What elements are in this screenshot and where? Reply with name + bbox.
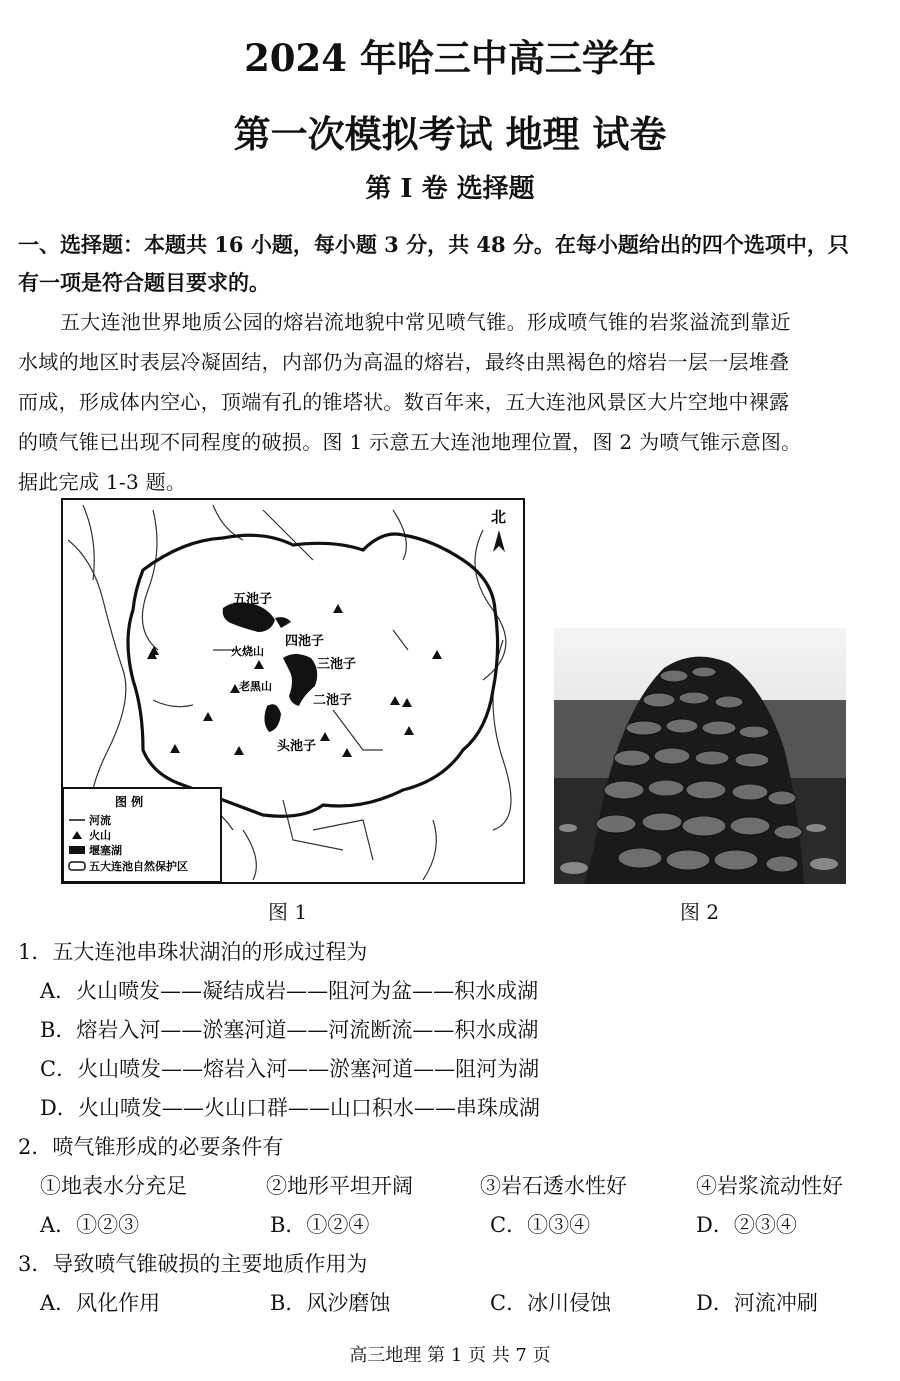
label-lake3: 三池子 [317, 657, 357, 672]
q1-option-d[interactable]: D．火山喷发——火山口群——山口积水——串珠成湖 [40, 1096, 540, 1120]
exam-subtitle: 第一次模拟考试 地理 试卷 [233, 112, 667, 156]
q1-option-c[interactable]: C．火山喷发——熔岩入河——淤塞河道——阻河为湖 [40, 1057, 540, 1081]
q2-condition-2: ②地形平坦开阔 [266, 1174, 413, 1198]
label-mount2: 老黑山 [239, 680, 272, 693]
legend-reserve: 五大连池自然保护区 [89, 860, 188, 873]
cone-photo-svg [554, 628, 846, 884]
q2-option-a[interactable]: A．①②③ [40, 1213, 140, 1237]
question-2-stem: 2．喷气锥形成的必要条件有 [18, 1135, 284, 1159]
map-svg [63, 500, 523, 882]
q2-option-d[interactable]: D．②③④ [696, 1213, 797, 1237]
question-1-stem: 1．五大连池串珠状湖泊的形成过程为 [18, 940, 368, 964]
section-title: 第 I 卷 选择题 [365, 174, 535, 204]
label-lake5: 五池子 [233, 592, 273, 607]
q2-condition-4: ④岩浆流动性好 [696, 1174, 843, 1198]
q2-condition-3: ③岩石透水性好 [480, 1174, 627, 1198]
q3-option-b[interactable]: B．风沙磨蚀 [270, 1291, 391, 1315]
passage: 五大连池世界地质公园的熔岩流地貌中常见喷气锥。形成喷气锥的岩浆溢流到靠近 水域的地区时表层冷凝固结，内部仍为高温的熔岩，最终由黑褐色的熔岩一层一层堆叠 而成，形成体内空心，顶端有孔的锥塔状。数百年来，五大连池风景区大片空地中裸露 的喷气锥已出现不同程度的破损。图 1 示意五大连池地理位置，图 2 为喷气锥示意图。 据此完成 1-3 题。 [18, 310, 802, 494]
exam-title: 2024 年哈三中高三学年 [244, 36, 656, 80]
legend-lake: 堰塞湖 [89, 844, 122, 857]
q3-option-a[interactable]: A．风化作用 [40, 1291, 161, 1315]
label-mount1: 火烧山 [231, 645, 264, 658]
label-lake1: 头池子 [277, 739, 317, 754]
north-arrow-icon [493, 530, 505, 552]
label-lake2: 二池子 [313, 693, 353, 708]
page-footer: 高三地理 第 1 页 共 7 页 [349, 1345, 551, 1366]
map-figure [61, 498, 525, 884]
north-label: 北 [491, 508, 507, 526]
q3-option-c[interactable]: C．冰川侵蚀 [490, 1291, 612, 1315]
q2-condition-1: ①地表水分充足 [40, 1174, 187, 1198]
figure1-caption: 图 1 [268, 900, 308, 924]
q2-option-b[interactable]: B．①②④ [270, 1213, 370, 1237]
label-lake4: 四池子 [285, 634, 325, 649]
q3-option-d[interactable]: D．河流冲刷 [696, 1291, 818, 1315]
legend-lake-icon [69, 846, 85, 854]
legend [63, 788, 221, 882]
lakes [223, 603, 318, 732]
q1-option-b[interactable]: B．熔岩入河——淤塞河道——河流断流——积水成湖 [40, 1018, 539, 1042]
figure2-caption: 图 2 [680, 900, 720, 924]
legend-river: 河流 [89, 814, 111, 827]
legend-volcano: 火山 [89, 829, 111, 842]
q2-option-c[interactable]: C．①③④ [490, 1213, 591, 1237]
question-3-stem: 3．导致喷气锥破损的主要地质作用为 [18, 1252, 368, 1276]
cone-photo [554, 628, 846, 884]
instructions: 一、选择题：本题共 16 小题，每小题 3 分，共 48 分。在每小题给出的四个选项中，只 有一项是符合题目要求的。 [18, 232, 849, 295]
legend-title: 图 例 [115, 795, 144, 809]
q1-option-a[interactable]: A．火山喷发——凝结成岩——阻河为盆——积水成湖 [40, 979, 539, 1003]
